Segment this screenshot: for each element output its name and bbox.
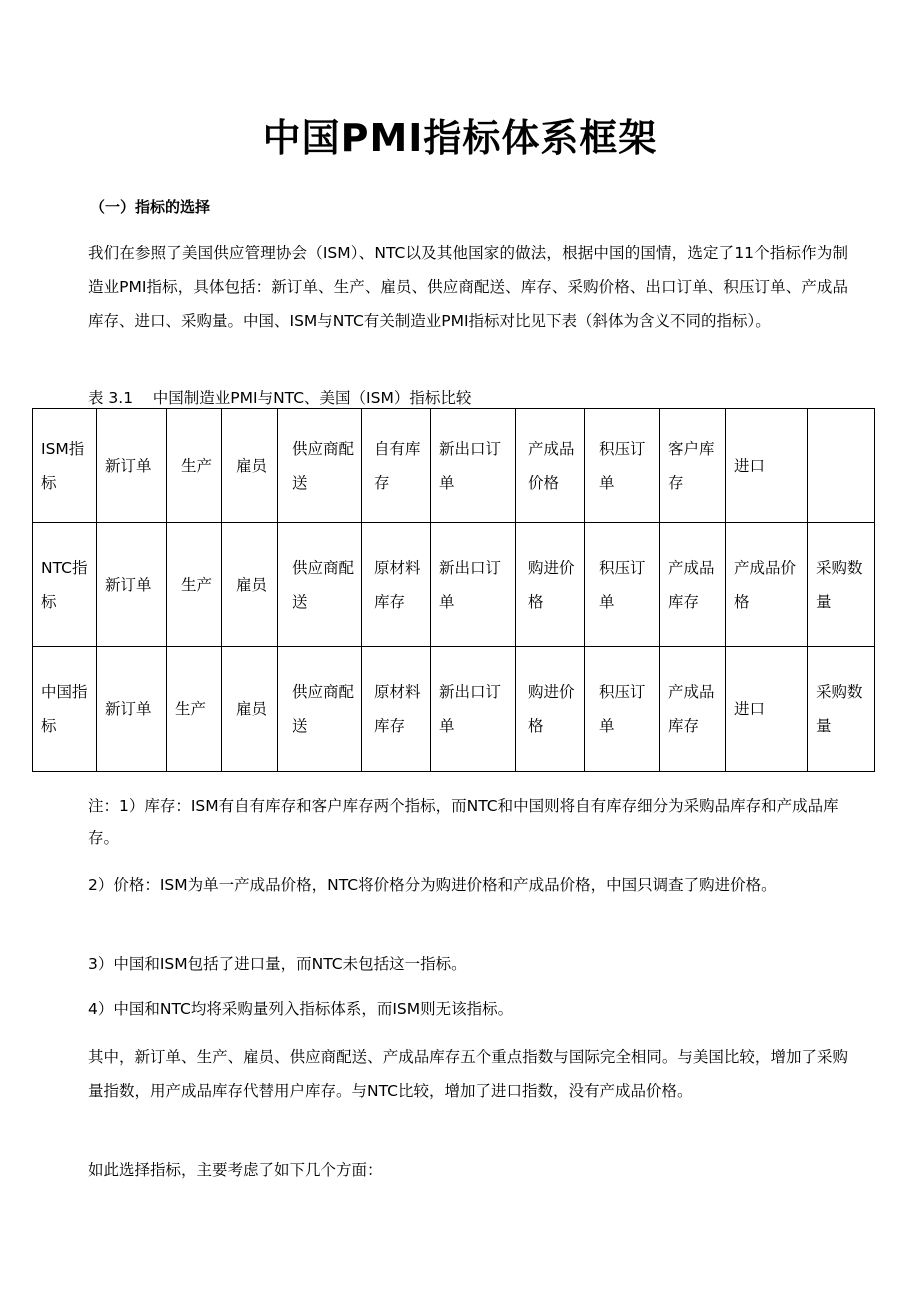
summary-paragraph: 其中，新订单、生产、雇员、供应商配送、产成品库存五个重点指数与国际完全相同。与美国比较，增加了采购量指数，用产成品库存代替用户库存。与NTC比较，增加了进口指数，没有产成品价格。 [88, 1048, 848, 1100]
table-cell: 生产 [167, 647, 222, 772]
table-cell: 中国指标 [33, 647, 97, 772]
table-cell: 采购数量 [808, 647, 875, 772]
table-caption: 表 3.1 中国制造业PMI与NTC、美国（ISM）指标比较 [88, 389, 472, 407]
table-cell: 产成品价格 [726, 523, 808, 647]
table-cell: 新订单 [97, 523, 167, 647]
comparison-table [32, 408, 875, 772]
table-cell: 生产 [167, 409, 222, 523]
table-cell: 新出口订单 [431, 409, 516, 523]
table-cell: 雇员 [222, 409, 278, 523]
table-cell: 原材料库存 [362, 647, 431, 772]
note-price: 2）价格：ISM为单一产成品价格，NTC将价格分为购进价格和产成品价格，中国只调查了购进价格。 [88, 876, 777, 894]
table-cell: ISM指标 [33, 409, 97, 523]
table-row [33, 647, 875, 772]
table-cell: 进口 [726, 409, 808, 523]
table-row [33, 523, 875, 647]
table-cell: 积压订单 [585, 647, 660, 772]
table-cell: 客户库存 [660, 409, 726, 523]
table-cell: 购进价格 [516, 523, 585, 647]
note-inventory: 注：1）库存：ISM有自有库存和客户库存两个指标，而NTC和中国则将自有库存细分为采购品库存和产成品库存。 [88, 797, 839, 847]
table-cell: 积压订单 [585, 409, 660, 523]
table-cell: NTC指标 [33, 523, 97, 647]
table-cell: 新出口订单 [431, 647, 516, 772]
closing-line: 如此选择指标，主要考虑了如下几个方面： [88, 1161, 383, 1179]
table-cell: 新出口订单 [431, 523, 516, 647]
table-cell: 产成品库存 [660, 647, 726, 772]
section-heading: （一）指标的选择 [90, 198, 211, 216]
intro-paragraph: 我们在参照了美国供应管理协会（ISM）、NTC以及其他国家的做法，根据中国的国情，选定了11个指标作为制造业PMI指标，具体包括：新订单、生产、雇员、供应商配送、库存、采购价格、出口订单、积压订单、产成品库存、进口、采购量。中国、ISM与NTC有关制造业PMI指标对比见下表（斜体为含义不同的指标）。 [88, 244, 848, 330]
table-cell: 产成品库存 [660, 523, 726, 647]
table-cell: 供应商配送 [278, 409, 362, 523]
table-cell: 雇员 [222, 647, 278, 772]
note-import: 3）中国和ISM包括了进口量，而NTC未包括这一指标。 [88, 955, 467, 973]
table-cell: 购进价格 [516, 647, 585, 772]
table-cell: 雇员 [222, 523, 278, 647]
table-cell [808, 409, 875, 523]
table-cell: 供应商配送 [278, 523, 362, 647]
table-cell: 积压订单 [585, 523, 660, 647]
table-cell: 进口 [726, 647, 808, 772]
page-title: 中国PMI指标体系框架 [262, 116, 658, 160]
table-cell: 原材料库存 [362, 523, 431, 647]
note-purchase-volume: 4）中国和NTC均将采购量列入指标体系，而ISM则无该指标。 [88, 1000, 514, 1018]
table-cell: 自有库存 [362, 409, 431, 523]
table-cell: 采购数量 [808, 523, 875, 647]
table-cell: 产成品价格 [516, 409, 585, 523]
table-cell: 供应商配送 [278, 647, 362, 772]
table-cell: 新订单 [97, 647, 167, 772]
table-cell: 生产 [167, 523, 222, 647]
table-row [33, 409, 875, 523]
table-cell: 新订单 [97, 409, 167, 523]
